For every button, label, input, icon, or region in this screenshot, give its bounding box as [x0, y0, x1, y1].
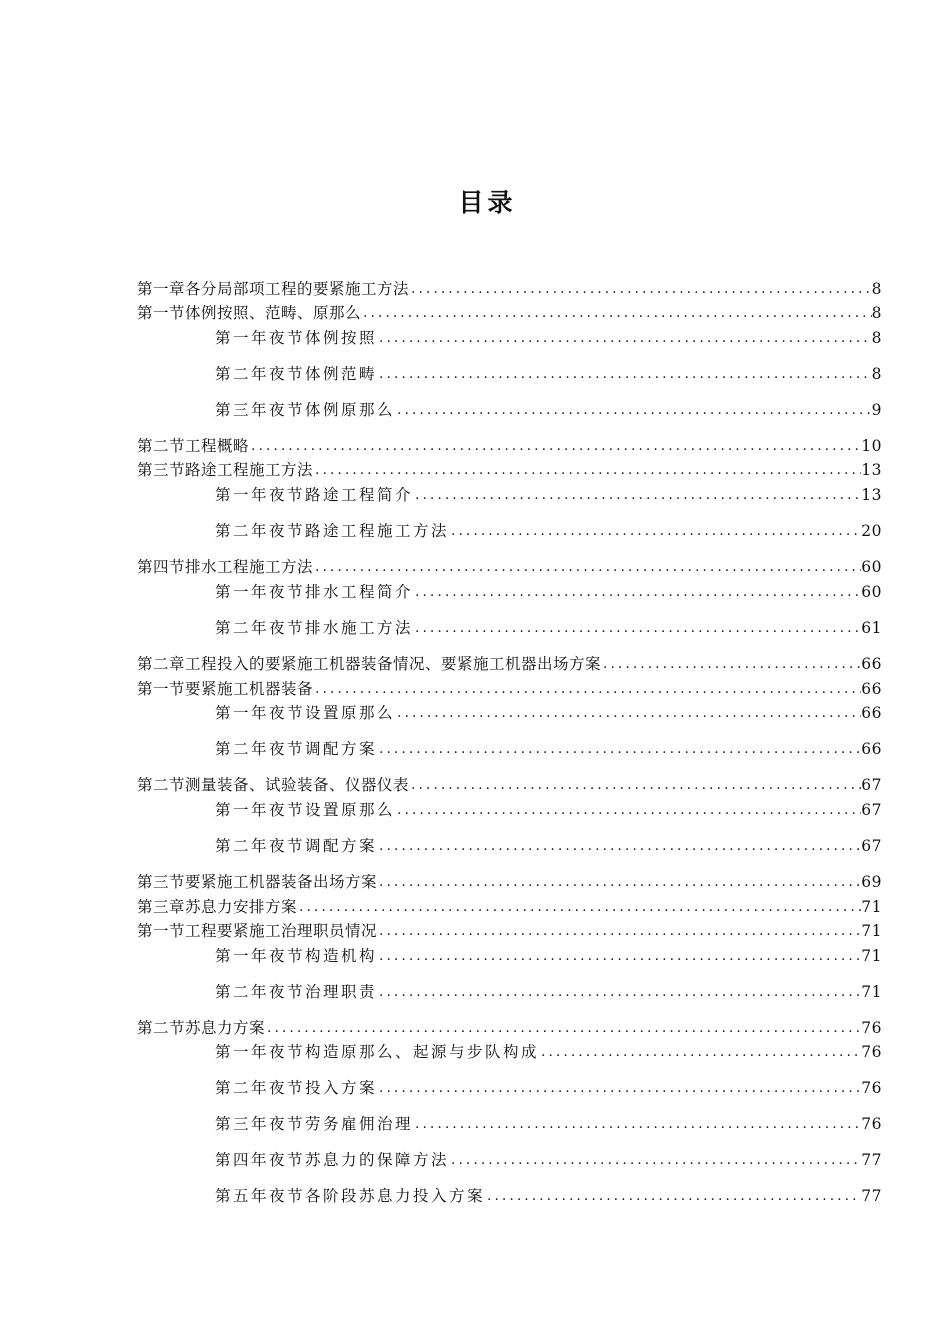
toc-entry-label: 第一年夜节体例按照 [215, 329, 378, 347]
toc-entry[interactable] [137, 895, 882, 917]
toc-entry-page: 66 [861, 680, 882, 698]
toc-entry[interactable] [137, 652, 882, 674]
toc-entry-label: 第三年夜节体例原那么 [215, 401, 396, 419]
toc-entry-page: 76 [861, 1115, 882, 1133]
toc-entry-page: 8 [871, 304, 882, 322]
dot-leader [413, 1114, 861, 1134]
toc-entry-page: 61 [861, 619, 882, 637]
toc-entry-label: 第二年夜节排水施工方法 [215, 619, 414, 637]
toc-entry-label: 第一节体例按照、范畴、原那么 [137, 304, 362, 322]
dot-leader [395, 400, 872, 420]
toc-entry-page: 76 [861, 1079, 882, 1097]
toc-entry-label: 第五年夜节各阶段苏息力投入方案 [215, 1187, 486, 1205]
toc-entry[interactable] [215, 1184, 882, 1206]
toc-entry[interactable] [137, 870, 882, 892]
toc-entry-page: 76 [861, 1043, 882, 1061]
dot-leader [377, 946, 861, 966]
toc-entry-label: 第一年夜节排水工程简介 [215, 583, 414, 601]
dot-leader [601, 654, 861, 674]
dot-leader [249, 436, 861, 456]
toc-entry-page: 10 [861, 437, 882, 455]
toc-entry[interactable] [137, 773, 882, 795]
toc-entry-page: 8 [871, 329, 882, 347]
toc-entry-label: 第二年夜节调配方案 [215, 837, 378, 855]
dot-leader [409, 775, 861, 795]
toc-entry[interactable] [215, 1148, 882, 1170]
toc-entry[interactable] [137, 434, 882, 456]
toc-entry-page: 76 [861, 1019, 882, 1037]
toc-entry-label: 第一年夜节构造原那么、起源与步队构成 [215, 1043, 540, 1061]
toc-entry-page: 69 [861, 873, 882, 891]
dot-leader [377, 872, 861, 892]
toc-entry[interactable] [137, 277, 882, 299]
dot-leader [377, 1078, 861, 1098]
dot-leader [377, 921, 861, 941]
toc-entry-page: 9 [871, 401, 882, 419]
toc-entry-page: 71 [861, 983, 882, 1001]
toc-entry[interactable] [215, 1112, 882, 1134]
toc-entry-label: 第一年夜节设置原那么 [215, 704, 396, 722]
toc-entry-page: 77 [861, 1151, 882, 1169]
dot-leader [265, 1018, 861, 1038]
toc-entry[interactable] [215, 737, 882, 759]
dot-leader [377, 328, 872, 348]
dot-leader [413, 618, 861, 638]
toc-entry[interactable] [137, 677, 882, 699]
toc-entry[interactable] [137, 301, 882, 323]
toc-entry-label: 第二节测量装备、试验装备、仪器仪表 [137, 776, 410, 794]
toc-entry[interactable] [137, 919, 882, 941]
toc-entry-page: 77 [861, 1187, 882, 1205]
toc-entry-page: 66 [861, 704, 882, 722]
toc-entry-label: 第二年夜节治理职责 [215, 983, 378, 1001]
toc-entry[interactable] [137, 458, 882, 480]
toc-entry-label: 第一章各分局部项工程的要紧施工方法 [137, 280, 410, 298]
toc-entry-label: 第二年夜节调配方案 [215, 740, 378, 758]
dot-leader [361, 303, 872, 323]
dot-leader [377, 982, 861, 1002]
toc-entry-page: 71 [861, 922, 882, 940]
dot-leader [313, 557, 861, 577]
dot-leader [313, 679, 861, 699]
toc-entry-label: 第三节路途工程施工方法 [137, 461, 314, 479]
toc-entry[interactable] [215, 326, 882, 348]
toc-entry-page: 20 [861, 522, 882, 540]
dot-leader [395, 800, 861, 820]
toc-entry[interactable] [215, 1076, 882, 1098]
dot-leader [413, 485, 861, 505]
toc-entry-page: 13 [861, 461, 882, 479]
toc-entry[interactable] [215, 980, 882, 1002]
toc-entry-label: 第一节要紧施工机器装备 [137, 680, 314, 698]
toc-entry[interactable] [215, 944, 882, 966]
toc-entry-label: 第二节工程概略 [137, 437, 250, 455]
toc-entry-page: 67 [861, 776, 882, 794]
toc-entry[interactable] [215, 362, 882, 384]
dot-leader [297, 897, 861, 917]
toc-entry-page: 13 [861, 486, 882, 504]
toc-entry-label: 第三章苏息力安排方案 [137, 898, 298, 916]
toc-entry[interactable] [137, 1016, 882, 1038]
toc-entry[interactable] [215, 580, 882, 602]
toc-entry[interactable] [215, 519, 882, 541]
dot-leader [413, 582, 861, 602]
toc-entry-page: 67 [861, 837, 882, 855]
toc-entry-label: 第四节排水工程施工方法 [137, 558, 314, 576]
toc-entry-label: 第三节要紧施工机器装备出场方案 [137, 873, 378, 891]
dot-leader [485, 1186, 861, 1206]
toc-entry-label: 第一年夜节设置原那么 [215, 801, 396, 819]
toc-entry-page: 8 [871, 280, 882, 298]
dot-leader [539, 1042, 861, 1062]
toc-entry-label: 第四年夜节苏息力的保障方法 [215, 1151, 450, 1169]
toc-entry-label: 第一节工程要紧施工治理职员情况 [137, 922, 378, 940]
dot-leader [313, 460, 861, 480]
page-title: 目录 [458, 188, 517, 217]
toc-entry-label: 第二年夜节投入方案 [215, 1079, 378, 1097]
toc-entry[interactable] [215, 398, 882, 420]
toc-entry[interactable] [215, 798, 882, 820]
dot-leader [449, 521, 861, 541]
dot-leader [449, 1150, 861, 1170]
toc-entry-label: 第三年夜节劳务雇佣治理 [215, 1115, 414, 1133]
toc-entry[interactable] [215, 834, 882, 856]
toc-entry-page: 67 [861, 801, 882, 819]
toc-entry-page: 71 [861, 947, 882, 965]
toc-entry-label: 第二年夜节路途工程施工方法 [215, 522, 450, 540]
toc-entry[interactable] [215, 483, 882, 505]
toc-entry-label: 第二节苏息力方案 [137, 1019, 266, 1037]
toc-entry[interactable] [215, 1040, 882, 1062]
toc-entry-label: 第二年夜节体例范畴 [215, 365, 378, 383]
dot-leader [377, 364, 872, 384]
toc-entry-page: 66 [861, 655, 882, 673]
toc-entry-page: 60 [861, 583, 882, 601]
dot-leader [377, 739, 861, 759]
toc-entry[interactable] [215, 701, 882, 723]
toc-entry-label: 第一年夜节构造机构 [215, 947, 378, 965]
toc-entry-page: 66 [861, 740, 882, 758]
dot-leader [395, 703, 861, 723]
toc-entry[interactable] [215, 616, 882, 638]
toc-entry-label: 第一年夜节路途工程简介 [215, 486, 414, 504]
toc-entry-page: 8 [871, 365, 882, 383]
dot-leader [409, 279, 872, 299]
toc-entry[interactable] [137, 555, 882, 577]
toc-entry-label: 第二章工程投入的要紧施工机器装备情况、要紧施工机器出场方案 [137, 655, 602, 673]
toc-entry-page: 71 [861, 898, 882, 916]
dot-leader [377, 836, 861, 856]
toc-entry-page: 60 [861, 558, 882, 576]
